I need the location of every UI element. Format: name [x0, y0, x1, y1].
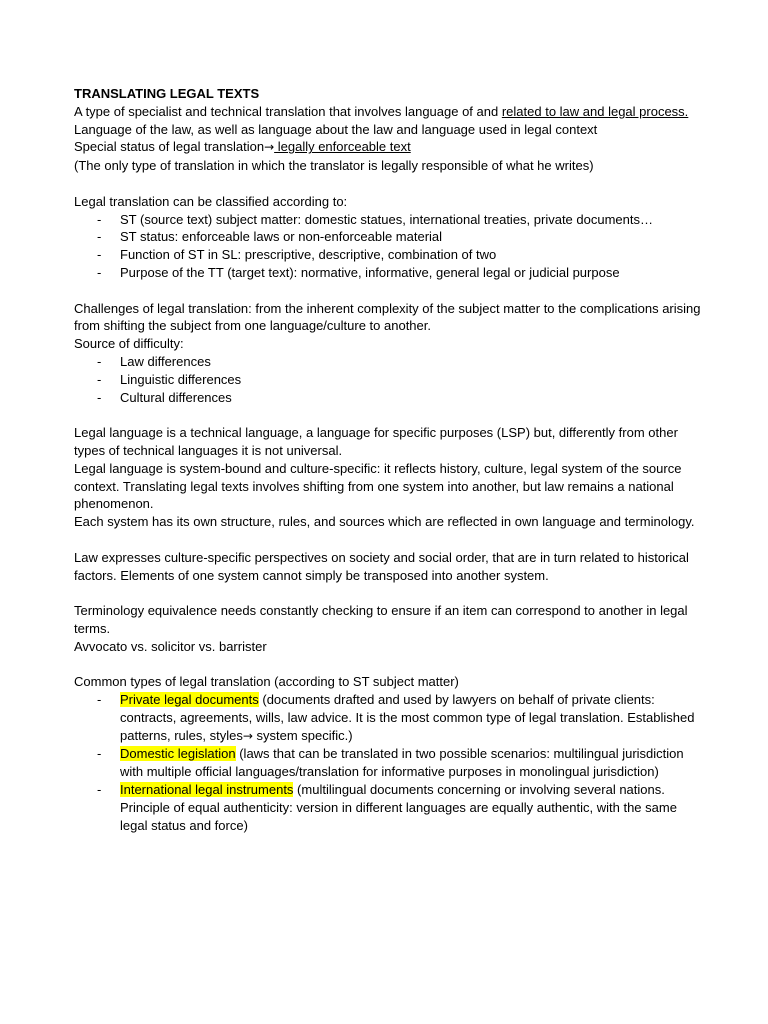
list-item [74, 371, 704, 389]
list-dash: - [97, 746, 102, 762]
list-item-text: Law differences [120, 353, 211, 369]
list-dash: - [97, 692, 102, 708]
spacer [74, 406, 704, 424]
list-item-text: (laws that can be translated in two possible scenarios: multilingual jurisdiction with multiple official languages/translation for informative purposes in monolingual jurisdiction) [120, 746, 684, 780]
special-status-text: Special status of legal translation [74, 139, 265, 155]
right-arrow-icon: → [242, 728, 253, 743]
spacer [74, 584, 704, 602]
list-item [74, 745, 704, 781]
special-status-line [74, 138, 704, 157]
highlighted-term: Domestic legislation [120, 746, 236, 762]
list-item [74, 781, 704, 834]
right-arrow-icon: → [264, 140, 275, 155]
source-of-difficulty-heading: Source of difficulty: [74, 336, 184, 352]
list-item [74, 264, 704, 282]
list-item [74, 389, 704, 407]
common-types-heading: Common types of legal translation (according to ST subject matter) [74, 674, 459, 690]
legal-language-paragraph-2: Legal language is system-bound and culture-specific: it reflects history, culture, legal system of the source context. Translating legal texts involves shifting from one system into another, but law remains a national phenomenon. [74, 460, 682, 512]
highlighted-term: Private legal documents [120, 692, 259, 708]
list-dash: - [97, 247, 102, 263]
list-item-text: ST status: enforceable laws or non-enforceable material [120, 229, 443, 245]
special-status-underlined: legally enforceable text [274, 139, 411, 155]
definition-underlined: related to law and legal process. [501, 103, 689, 119]
list-dash: - [97, 229, 102, 245]
list-item-text: (multilingual documents concerning or involving several nations. Principle of equal authenticity: version in different languages are equally authentic, with the same legal status and force) [120, 782, 677, 833]
list-dash: - [97, 782, 102, 798]
definition-text: A type of specialist and technical translation that involves language of and [74, 103, 502, 119]
list-dash: - [97, 389, 102, 405]
list-item-text-after: system specific.) [252, 727, 353, 743]
legal-language-paragraph-1: Legal language is a technical language, a language for specific purposes (LSP) but, differently from other types of technical languages it is not universal. [74, 425, 678, 458]
list-item-text: (documents drafted and used by lawyers on behalf of private clients: contracts, agreements, wills, law advice. It is the most common type of legal translation. Established patterns, rules, styles [120, 692, 695, 743]
list-item [74, 246, 704, 264]
list-item-text: Purpose of the TT (target text): normative, informative, general legal or judicial purpose [120, 264, 620, 280]
list-item-text: ST (source text) subject matter: domestic statues, international treaties, private documents… [120, 211, 653, 227]
list-item-text: Function of ST in SL: prescriptive, descriptive, combination of two [120, 247, 497, 263]
list-dash: - [97, 211, 102, 227]
page-title: TRANSLATING LEGAL TEXTS [74, 86, 260, 101]
language-of-law-line: Language of the law, as well as language about the law and language used in legal context [74, 121, 598, 137]
culture-paragraph: Law expresses culture-specific perspectives on society and social order, that are in turn related to historical factors. Elements of one system cannot simply be transposed into another system. [74, 549, 689, 583]
list-item [74, 211, 704, 229]
spacer [74, 531, 704, 549]
highlighted-term: International legal instruments [120, 782, 294, 798]
spacer [74, 656, 704, 674]
spacer [74, 282, 704, 300]
list-dash: - [97, 371, 102, 387]
definition-line [74, 103, 704, 121]
classification-heading: Legal translation can be classified according to: [74, 193, 348, 209]
list-dash: - [97, 353, 102, 369]
classification-list [74, 211, 704, 282]
list-item [74, 691, 704, 745]
list-dash: - [97, 264, 102, 280]
list-item [74, 353, 704, 371]
list-item-text: Cultural differences [120, 389, 232, 405]
common-types-list [74, 691, 704, 834]
list-item [74, 228, 704, 246]
terminology-paragraph: Terminology equivalence needs constantly checking to ensure if an item can correspond to another in legal terms. [74, 603, 688, 636]
responsibility-line: (The only type of translation in which the translator is legally responsible of what he writes) [74, 158, 594, 174]
terminology-example: Avvocato vs. solicitor vs. barrister [74, 638, 267, 654]
document-body [74, 85, 704, 834]
challenges-paragraph: Challenges of legal translation: from the inherent complexity of the subject matter to the complications arising from shifting the subject from one language/culture to another. [74, 300, 701, 334]
legal-language-paragraph-3: Each system has its own structure, rules, and sources which are reflected in own language and terminology. [74, 514, 695, 530]
difficulty-list [74, 353, 704, 406]
list-item-text: Linguistic differences [120, 371, 242, 387]
spacer [74, 175, 704, 193]
